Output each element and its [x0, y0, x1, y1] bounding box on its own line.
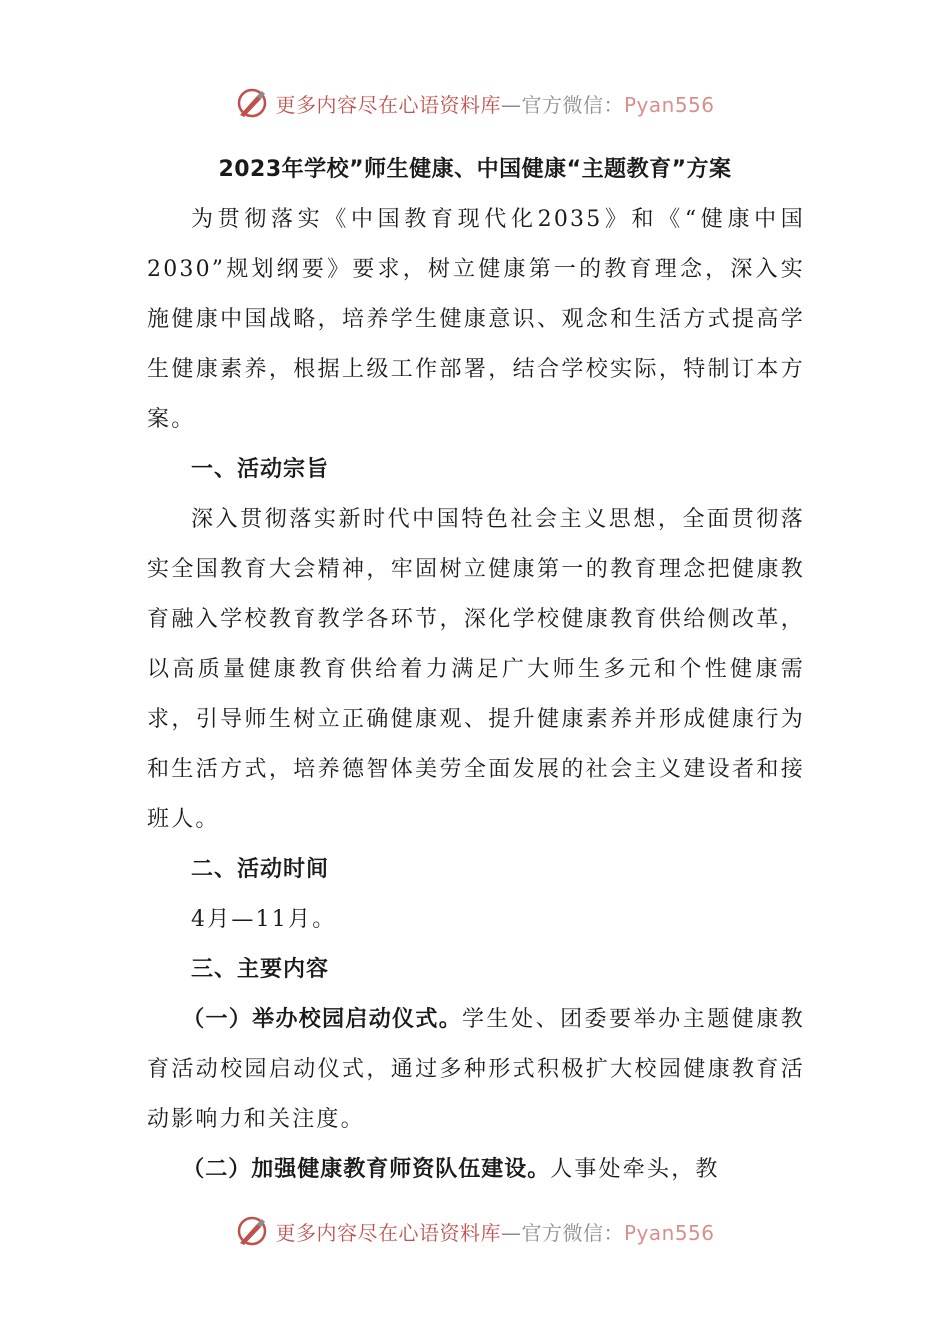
pen-logo-icon	[235, 1214, 269, 1248]
page-title: 2023年学校”师生健康、中国健康“主题教育”方案	[218, 157, 732, 182]
watermark-main: 更多内容尽在心语资料库	[275, 1220, 501, 1245]
content-item-2-lead: （二）加强健康教育师资队伍建设。	[182, 1157, 551, 1182]
time-paragraph: 4月—11月。	[191, 907, 337, 932]
watermark-text	[275, 1217, 714, 1246]
content-item-1	[147, 995, 805, 1145]
document-body	[147, 195, 805, 1195]
content-item-1-lead: （一）举办校园启动仪式。	[182, 1007, 463, 1032]
content-item-2	[147, 1145, 805, 1195]
purpose-paragraph: 深入贯彻落实新时代中国特色社会主义思想，全面贯彻落实全国教育大会精神，牢固树立健康第一的教育理念把健康教育融入学校教育教学各环节，深化学校健康教育供给侧改革，以高质量健康教育供给着力满足广大师生多元和个性健康需求，引导师生树立正确健康观、提升健康素养并形成健康行为和生活方式，培养德智体美劳全面发展的社会主义建设者和接班人。	[147, 507, 805, 832]
watermark-text	[275, 89, 714, 118]
section-heading-time: 二、活动时间	[191, 857, 330, 882]
watermark-dash: —	[500, 92, 522, 117]
section-heading-purpose: 一、活动宗旨	[191, 457, 330, 482]
watermark-id: Pyan556	[623, 92, 715, 117]
watermark-main: 更多内容尽在心语资料库	[275, 92, 501, 117]
watermark-label: 官方微信：	[521, 1220, 624, 1245]
section-heading-content: 三、主要内容	[191, 957, 330, 982]
pen-logo-icon	[235, 86, 269, 120]
watermark-label: 官方微信：	[521, 92, 624, 117]
watermark-header	[0, 83, 950, 123]
watermark-footer	[0, 1211, 950, 1251]
watermark-dash: —	[500, 1220, 522, 1245]
content-item-2-body: 人事处牵头，教	[550, 1157, 720, 1182]
content-item-1-body: 学生处、团委要举办主题健康教育活动校园启动仪式，通过多种形式积极扩大校园健康教育活动影响力和关注度。	[147, 1007, 805, 1132]
intro-paragraph: 为贯彻落实《中国教育现代化2035》和《“健康中国2030”规划纲要》要求，树立健康第一的教育理念，深入实施健康中国战略，培养学生健康意识、观念和生活方式提高学生健康素养，根据上级工作部署，结合学校实际，特制订本方案。	[147, 207, 805, 432]
watermark-id: Pyan556	[623, 1220, 715, 1245]
